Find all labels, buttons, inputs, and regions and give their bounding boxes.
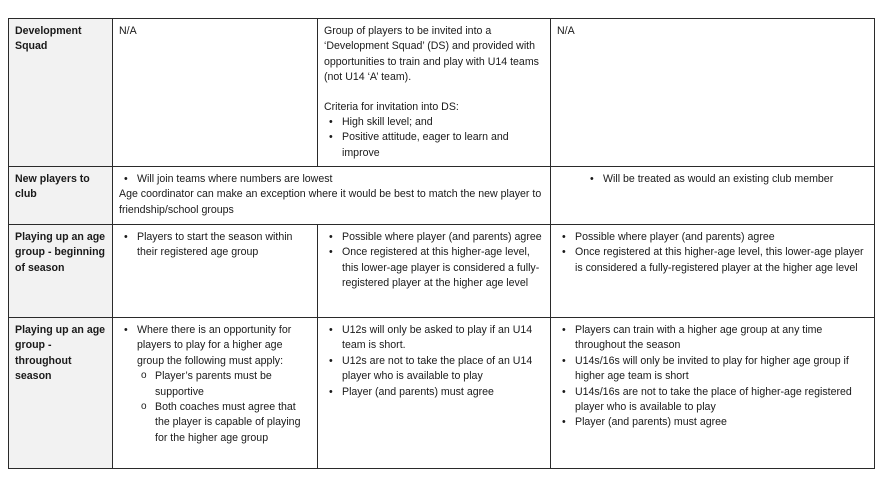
cell bbox=[113, 167, 551, 225]
row-label: Development Squad bbox=[9, 19, 113, 167]
list-item: • Players can train with a higher age group at any time throughout the season bbox=[557, 323, 868, 354]
bullet-list bbox=[557, 230, 868, 276]
list-item: • U12s are not to take the place of an U14 player who is available to play bbox=[324, 354, 544, 385]
table-row bbox=[9, 318, 875, 469]
cell-text: N/A bbox=[113, 19, 318, 167]
bullet-list bbox=[119, 323, 311, 369]
bullet-list bbox=[557, 172, 868, 187]
row-label: Playing up an age group - beginning of season bbox=[9, 225, 113, 318]
cell-text: N/A bbox=[551, 19, 875, 167]
list-item: • U12s will only be asked to play if an U14 team is short. bbox=[324, 323, 544, 354]
list-item: • Will be treated as would an existing club member bbox=[585, 172, 868, 187]
list-item: • Once registered at this higher-age level, this lower-age player is considered a fully-registered player at the higher age level bbox=[324, 245, 544, 291]
list-item: • Possible where player (and parents) agree bbox=[324, 230, 544, 245]
sub-list-item: o Both coaches must agree that the player is capable of playing for the higher age group bbox=[119, 400, 311, 446]
list-item: • Players to start the season within their registered age group bbox=[119, 230, 311, 261]
list-item: • High skill level; and bbox=[324, 115, 544, 130]
list-item: • Positive attitude, eager to learn and improve bbox=[324, 130, 544, 161]
cell bbox=[113, 318, 318, 469]
list-item: • Player (and parents) must agree bbox=[557, 415, 868, 430]
bullet-list bbox=[324, 115, 544, 161]
cell bbox=[318, 19, 551, 167]
table-row bbox=[9, 167, 875, 225]
bullet-list bbox=[119, 172, 544, 187]
policy-table bbox=[8, 18, 875, 469]
list-item: • Possible where player (and parents) agree bbox=[557, 230, 868, 245]
list-item: • U14s/16s are not to take the place of higher-age registered player who is available to play bbox=[557, 385, 868, 416]
cell bbox=[318, 318, 551, 469]
list-item: • Once registered at this higher-age level, this lower-age player is considered a fully-registered player at the higher age level bbox=[557, 245, 868, 276]
sub-list-item: o Player’s parents must be supportive bbox=[119, 369, 311, 400]
cell bbox=[551, 167, 875, 225]
cell bbox=[551, 225, 875, 318]
row-label: Playing up an age group - throughout season bbox=[9, 318, 113, 469]
cell bbox=[113, 225, 318, 318]
row-label: New players to club bbox=[9, 167, 113, 225]
table-row bbox=[9, 225, 875, 318]
table-row bbox=[9, 19, 875, 167]
list-item-text: Where there is an opportunity for players to play for a higher age group the following must apply: bbox=[137, 324, 292, 367]
list-item: • U14s/16s will only be invited to play for higher age group if higher age team is short bbox=[557, 354, 868, 385]
cell-paragraph: Age coordinator can make an exception where it would be best to match the new player to friendship/school groups bbox=[119, 188, 542, 216]
list-item: • Will join teams where numbers are lowest bbox=[119, 172, 544, 187]
bullet-list bbox=[119, 230, 311, 261]
bullet-list bbox=[324, 323, 544, 400]
list-item: • Player (and parents) must agree bbox=[324, 385, 544, 400]
list-item bbox=[119, 323, 311, 369]
sub-bullet-list bbox=[119, 369, 311, 446]
bullet-list bbox=[557, 323, 868, 431]
criteria-heading: Criteria for invitation into DS: bbox=[324, 100, 459, 113]
bullet-list bbox=[324, 230, 544, 292]
cell bbox=[318, 225, 551, 318]
cell bbox=[551, 318, 875, 469]
cell-paragraph: Group of players to be invited into a ‘Development Squad’ (DS) and provided with opportunities to train and play with U14 teams (not U14 ‘A’ team). bbox=[324, 25, 539, 84]
